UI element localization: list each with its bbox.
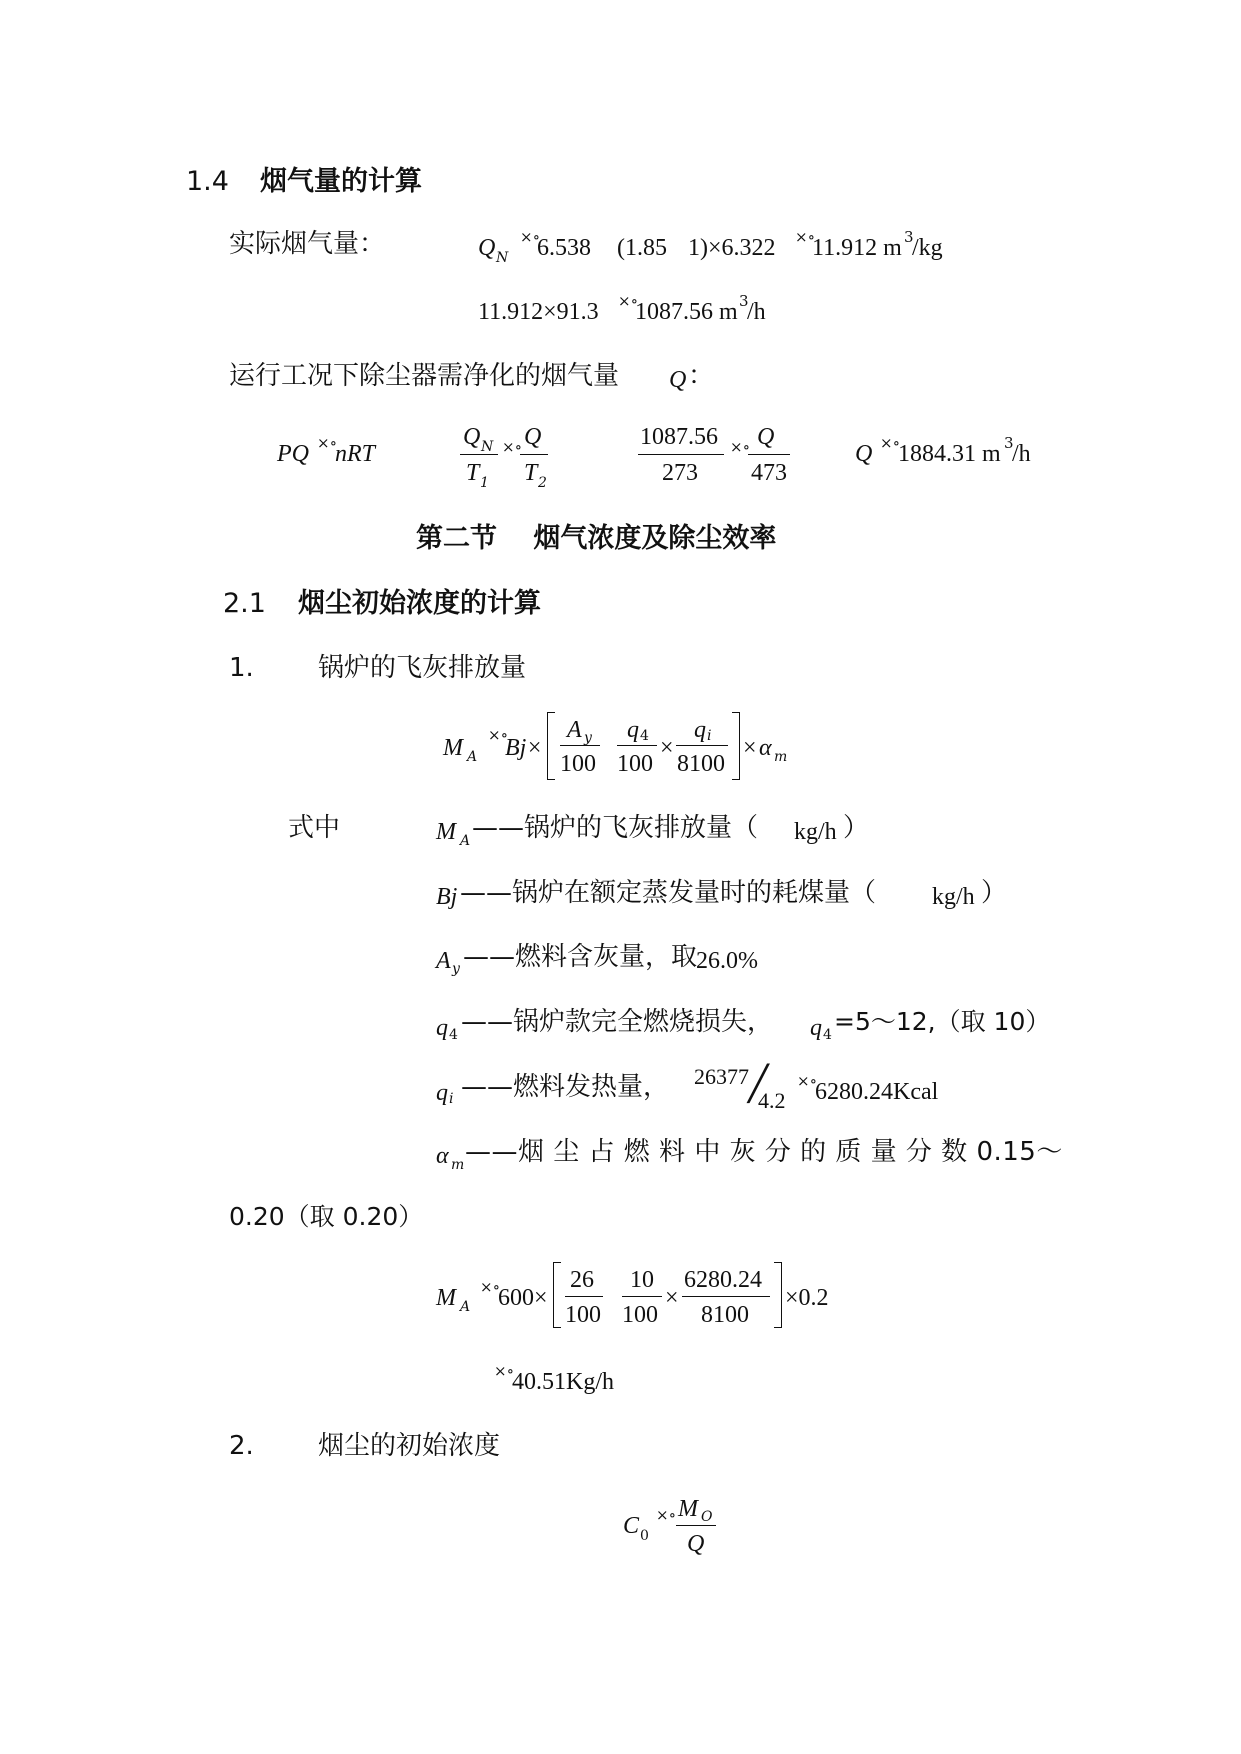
c0-bar xyxy=(676,1525,716,1526)
q4-den: 100 xyxy=(617,751,653,777)
q4-num: q xyxy=(627,717,639,743)
def-ma-sub: A xyxy=(460,833,471,849)
f3-den: 273 xyxy=(662,460,698,486)
calc-ma-symbol: M xyxy=(436,1285,456,1311)
times-sign: × xyxy=(660,735,674,761)
pq-term: PQ xyxy=(277,441,309,467)
equals-mark: ×∘ xyxy=(880,434,900,452)
q4-num-sub: 4 xyxy=(640,728,649,744)
eq2-product: 11.912×91.3 xyxy=(478,299,599,325)
def-qi-value: 6280.24Kcal xyxy=(815,1079,939,1105)
item-1-text: 锅炉的飞灰排放量 xyxy=(318,653,527,683)
f2-bar xyxy=(520,454,548,455)
f4-num: Q xyxy=(757,424,775,450)
def-alpha-symbol: α xyxy=(436,1143,449,1169)
calc-600: 600× xyxy=(498,1285,548,1311)
times-sign: × xyxy=(743,735,757,761)
f2-den-sub: 2 xyxy=(538,475,547,491)
item-2-number: 2. xyxy=(229,1431,254,1461)
def-q4-text: ——锅炉款完全燃烧损失， xyxy=(461,1007,774,1037)
def-bj-text: ——锅炉在额定蒸发量时的耗煤量（ xyxy=(460,878,877,908)
f1-den: T xyxy=(466,460,480,486)
f4-bar xyxy=(748,454,790,455)
def-ma-unit: kg/h xyxy=(794,819,837,845)
def-q4-range: =5～12,（取 10） xyxy=(834,1007,1051,1036)
f3-bar xyxy=(638,454,724,455)
calc-a-den: 100 xyxy=(565,1302,601,1328)
times-sign: × xyxy=(665,1285,679,1311)
def-qi-num: 26377 xyxy=(694,1064,749,1089)
result-unit: /h xyxy=(1012,441,1031,467)
f2-den: T xyxy=(524,460,538,486)
equals-mark: ×∘ xyxy=(618,292,638,310)
calc-ma-sub: A xyxy=(460,1299,471,1315)
f2-num: Q xyxy=(524,424,542,450)
eq1-result: 11.912 m xyxy=(812,235,902,261)
operating-gas-text: 运行工况下除尘器需净化的烟气量 xyxy=(229,361,620,391)
def-ay-symbol: A xyxy=(436,948,451,974)
bj-term: Bj× xyxy=(505,735,543,761)
c0-num: M xyxy=(678,1496,698,1522)
def-ma-symbol: M xyxy=(436,819,456,845)
calc-tail: ×0.2 xyxy=(785,1285,829,1311)
f1-num: Q xyxy=(463,424,481,450)
def-bj-symbol: Bj xyxy=(436,884,458,910)
equals-mark: ×∘ xyxy=(730,438,750,456)
eq1-unit: /kg xyxy=(912,235,943,261)
f3-num: 1087.56 xyxy=(640,424,718,450)
where-label: 式中 xyxy=(288,813,341,843)
result-sup: 3 xyxy=(1004,434,1014,452)
def-ay-text: ——燃料含灰量，取 xyxy=(463,942,698,972)
f1-bar xyxy=(460,454,498,455)
def-qi-den: 4.2 xyxy=(758,1088,786,1113)
def-q4-sub2: 4 xyxy=(823,1027,832,1043)
ay-num: A xyxy=(567,717,582,743)
calc-b-den: 100 xyxy=(622,1302,658,1328)
left-bracket xyxy=(553,1262,561,1328)
qi-bar xyxy=(676,745,728,746)
section-number-2-1: 2.1 xyxy=(223,588,266,619)
def-qi-text: ——燃料发热量， xyxy=(461,1072,670,1102)
def-q4-symbol: q xyxy=(436,1015,448,1041)
equals-mark: ×∘ xyxy=(502,438,522,456)
ay-bar xyxy=(560,745,600,746)
qi-num: q xyxy=(694,717,706,743)
ay-num-sub: y xyxy=(584,730,592,746)
alpha-symbol: α xyxy=(759,735,772,761)
eq1-mid: 1)×6.322 xyxy=(688,235,776,261)
eq1-value: 6.538 xyxy=(537,235,591,261)
qi-num-sub: i xyxy=(707,728,712,744)
def-alpha-sub: m xyxy=(451,1157,465,1173)
equals-mark: ×∘ xyxy=(494,1362,514,1380)
def-alpha-text: ——烟 尘 占 燃 料 中 灰 分 的 质 量 分 数 0.15～ xyxy=(465,1137,1063,1167)
operating-gas-colon: ： xyxy=(688,361,715,391)
def-ma-close: ） xyxy=(843,813,870,843)
qi-den: 8100 xyxy=(677,751,725,777)
actual-gas-label: 实际烟气量： xyxy=(229,229,386,259)
eq1-open: (1.85 xyxy=(617,235,667,261)
equals-mark: ×∘ xyxy=(317,434,337,452)
equals-mark: ×∘ xyxy=(520,228,540,246)
ma-sub: A xyxy=(467,749,478,765)
operating-gas-q: Q xyxy=(669,367,687,393)
calc-a-bar xyxy=(565,1296,603,1297)
equals-mark: ×∘ xyxy=(795,228,815,246)
nrt-term: nRT xyxy=(335,441,376,467)
def-qi-sub: i xyxy=(449,1091,454,1107)
equals-mark: ×∘ xyxy=(480,1278,500,1296)
item-2-text: 烟尘的初始浓度 xyxy=(318,1431,501,1461)
ma-symbol: M xyxy=(443,735,463,761)
item-1-number: 1. xyxy=(229,653,254,683)
def-alpha-continued: 0.20（取 0.20） xyxy=(229,1202,424,1231)
result-q: Q xyxy=(855,441,873,467)
def-bj-close: ） xyxy=(981,878,1008,908)
qn-symbol: Q xyxy=(478,235,496,261)
f1-den-sub: 1 xyxy=(480,475,489,491)
right-bracket xyxy=(774,1262,782,1328)
section-number-1-4: 1.4 xyxy=(186,166,229,197)
eq1-result-sup: 3 xyxy=(904,228,914,246)
chapter-title: 第二节 烟气浓度及除尘效率 xyxy=(416,523,777,554)
def-ay-sub: y xyxy=(452,961,460,977)
calc-b-bar xyxy=(622,1296,662,1297)
result-value: 1884.31 m xyxy=(898,441,1001,467)
f1-num-sub: N xyxy=(481,439,494,455)
calc-c-den: 8100 xyxy=(701,1302,749,1328)
ma-result-value: 40.51Kg/h xyxy=(512,1369,614,1395)
c0-num-sub: O xyxy=(701,1509,713,1525)
f4-den: 473 xyxy=(751,460,787,486)
section-title-1-4: 烟气量的计算 xyxy=(260,166,422,197)
ay-den: 100 xyxy=(560,751,596,777)
def-ma-text: ——锅炉的飞灰排放量（ xyxy=(472,813,759,843)
section-title-2-1: 烟尘初始浓度的计算 xyxy=(298,588,541,619)
equals-mark: ×∘ xyxy=(797,1072,817,1090)
eq2-result-sup: 3 xyxy=(739,292,749,310)
def-qi-slash: ╱ xyxy=(748,1066,769,1103)
c0-den: Q xyxy=(687,1531,705,1557)
c0-symbol: C xyxy=(623,1513,640,1539)
calc-a-num: 26 xyxy=(570,1267,594,1293)
calc-b-num: 10 xyxy=(630,1267,654,1293)
eq2-result: 1087.56 m xyxy=(635,299,738,325)
def-qi-symbol: q xyxy=(436,1080,448,1106)
qn-sub: N xyxy=(496,250,509,266)
def-bj-unit: kg/h xyxy=(932,884,975,910)
calc-c-num: 6280.24 xyxy=(684,1267,762,1293)
c0-sub: 0 xyxy=(640,1528,649,1544)
def-ay-value: 26.0% xyxy=(696,948,758,974)
def-q4-sub: 4 xyxy=(449,1027,458,1043)
alpha-sub: m xyxy=(774,749,788,765)
equals-mark: ×∘ xyxy=(656,1506,676,1524)
equals-mark: ×∘ xyxy=(488,726,508,744)
calc-c-bar xyxy=(682,1296,770,1297)
left-bracket xyxy=(547,712,555,780)
right-bracket xyxy=(732,712,740,780)
def-q4-symbol2: q xyxy=(810,1015,822,1041)
eq2-unit: /h xyxy=(747,299,766,325)
q4-bar xyxy=(617,745,657,746)
